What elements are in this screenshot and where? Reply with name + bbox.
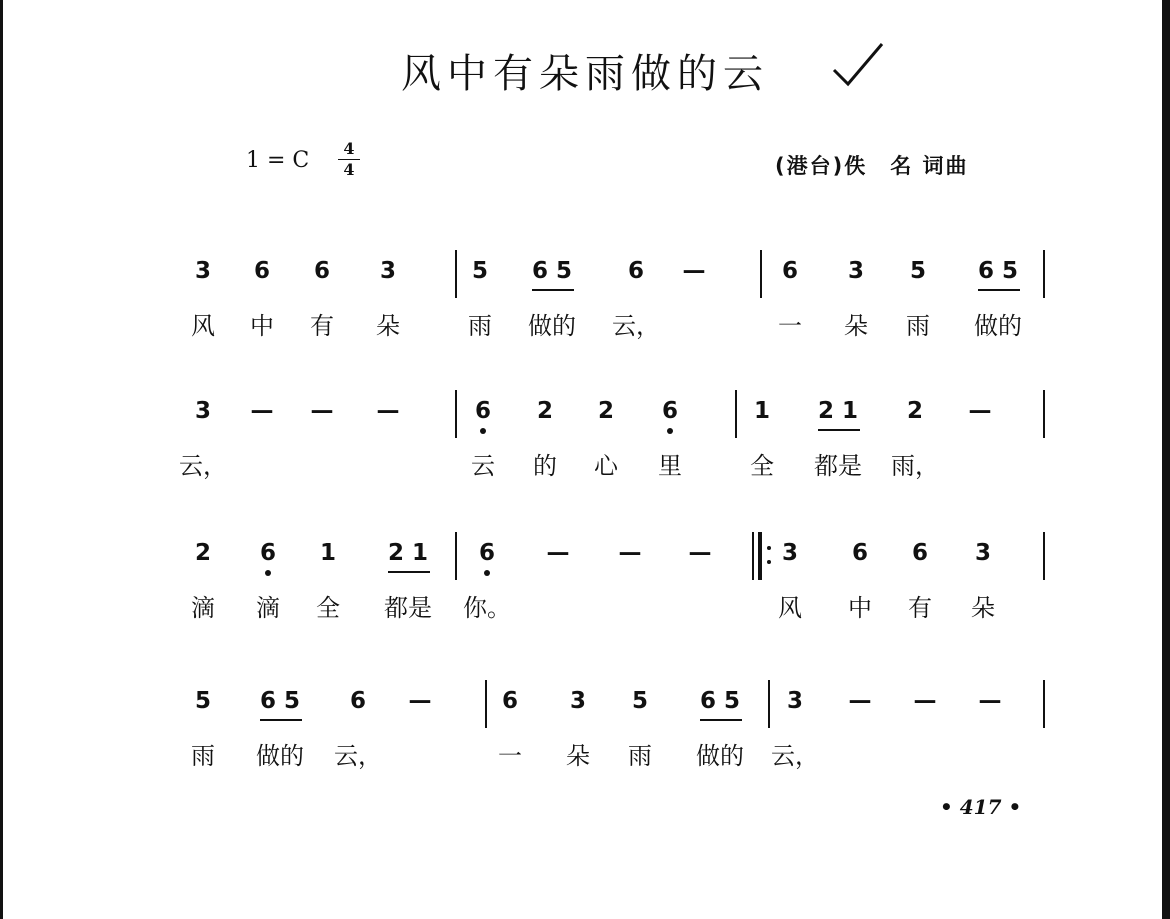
lyric: 全 xyxy=(316,594,340,622)
bar-line xyxy=(1043,680,1045,728)
dash-note: — xyxy=(978,688,1002,714)
lyric: 风 xyxy=(191,312,215,340)
underline-beam xyxy=(532,289,574,291)
dash-note: — xyxy=(848,688,872,714)
underline-beam xyxy=(818,429,860,431)
lyric: 滴 xyxy=(256,594,280,622)
lower-octave-dot xyxy=(265,570,271,576)
lyric: 有 xyxy=(908,594,932,622)
note: 6 xyxy=(661,398,679,424)
note: 1 xyxy=(319,540,337,566)
note: 3 xyxy=(847,258,865,284)
bar-line xyxy=(735,390,737,438)
lyric: 雨， xyxy=(891,452,939,480)
score-system-1 xyxy=(0,258,1170,368)
bar-line xyxy=(1043,250,1045,298)
dash-note: — xyxy=(682,258,706,284)
note: 2 xyxy=(536,398,554,424)
bar-line xyxy=(760,250,762,298)
lyric: 朵 xyxy=(971,594,995,622)
note: 6 xyxy=(259,540,277,566)
dash-note: — xyxy=(310,398,334,424)
bar-line xyxy=(455,250,457,298)
score-system-3 xyxy=(0,540,1170,650)
key-signature: 1 = C xyxy=(246,148,310,173)
note: 6 xyxy=(851,540,869,566)
note: 3 xyxy=(569,688,587,714)
note: 6 5 xyxy=(699,688,741,714)
note: 6 xyxy=(781,258,799,284)
lower-octave-dot xyxy=(484,570,490,576)
lower-octave-dot xyxy=(480,428,486,434)
lyric: 雨 xyxy=(906,312,930,340)
lyric: 雨 xyxy=(191,742,215,770)
bar-line xyxy=(768,680,770,728)
dash-note: — xyxy=(968,398,992,424)
lyric: 一 xyxy=(778,312,802,340)
repeat-bar-line xyxy=(758,532,762,580)
lyric: 里 xyxy=(658,452,682,480)
lyric: 都是 xyxy=(384,594,432,622)
dash-note: — xyxy=(618,540,642,566)
lyric: 一 xyxy=(498,742,522,770)
lyric: 你。 xyxy=(463,594,511,622)
lyric: 做的 xyxy=(696,742,744,770)
note: 1 xyxy=(753,398,771,424)
underline-beam xyxy=(978,289,1020,291)
lower-octave-dot xyxy=(667,428,673,434)
score-system-4 xyxy=(0,688,1170,798)
dash-note: — xyxy=(376,398,400,424)
lyric: 云， xyxy=(179,452,227,480)
dash-note: — xyxy=(913,688,937,714)
bar-line xyxy=(485,680,487,728)
bar-line xyxy=(1043,532,1045,580)
dash-note: — xyxy=(250,398,274,424)
bar-line xyxy=(455,532,457,580)
time-signature xyxy=(338,140,360,179)
note: 3 xyxy=(781,540,799,566)
lyric: 心 xyxy=(594,452,618,480)
repeat-dot xyxy=(767,560,771,564)
dash-note: — xyxy=(408,688,432,714)
lyric: 做的 xyxy=(528,312,576,340)
lyric: 云， xyxy=(612,312,660,340)
lyric: 的 xyxy=(533,452,557,480)
underline-beam xyxy=(388,571,430,573)
note: 6 xyxy=(627,258,645,284)
page-number: • 417 • xyxy=(940,795,1022,819)
note: 6 xyxy=(313,258,331,284)
lyric: 中 xyxy=(250,312,274,340)
note: 3 xyxy=(786,688,804,714)
dash-note: — xyxy=(546,540,570,566)
lyric: 全 xyxy=(750,452,774,480)
lyric: 做的 xyxy=(256,742,304,770)
note: 6 xyxy=(349,688,367,714)
note: 6 5 xyxy=(259,688,301,714)
note: 6 5 xyxy=(977,258,1019,284)
note: 5 xyxy=(194,688,212,714)
note: 2 xyxy=(906,398,924,424)
note: 5 xyxy=(909,258,927,284)
note: 2 xyxy=(597,398,615,424)
lyric: 云， xyxy=(334,742,382,770)
lyric: 朵 xyxy=(566,742,590,770)
note: 6 xyxy=(253,258,271,284)
checkmark-icon xyxy=(830,40,885,90)
lyric: 云， xyxy=(771,742,819,770)
time-signature-denominator: 4 xyxy=(343,160,355,179)
bar-line xyxy=(1043,390,1045,438)
note: 6 xyxy=(501,688,519,714)
note: 3 xyxy=(194,258,212,284)
note: 2 xyxy=(194,540,212,566)
note: 5 xyxy=(631,688,649,714)
underline-beam xyxy=(700,719,742,721)
note: 6 xyxy=(474,398,492,424)
time-signature-numerator: 4 xyxy=(343,139,355,158)
lyric: 朵 xyxy=(376,312,400,340)
note: 6 xyxy=(911,540,929,566)
lyric: 中 xyxy=(848,594,872,622)
note: 3 xyxy=(379,258,397,284)
lyric: 风 xyxy=(778,594,802,622)
lyric: 做的 xyxy=(974,312,1022,340)
lyric: 都是 xyxy=(814,452,862,480)
bar-line xyxy=(752,532,754,580)
lyric: 雨 xyxy=(628,742,652,770)
repeat-dot xyxy=(767,546,771,550)
underline-beam xyxy=(260,719,302,721)
note: 2 1 xyxy=(817,398,859,424)
lyric: 雨 xyxy=(468,312,492,340)
song-title: 风中有朵雨做的云 xyxy=(401,51,769,97)
note: 5 xyxy=(471,258,489,284)
note: 6 5 xyxy=(531,258,573,284)
note: 2 1 xyxy=(387,540,429,566)
bar-line xyxy=(455,390,457,438)
lyric: 滴 xyxy=(191,594,215,622)
note: 3 xyxy=(974,540,992,566)
dash-note: — xyxy=(688,540,712,566)
note: 6 xyxy=(478,540,496,566)
note: 3 xyxy=(194,398,212,424)
lyric: 有 xyxy=(310,312,334,340)
lyric: 云 xyxy=(471,452,495,480)
lyric: 朵 xyxy=(844,312,868,340)
composer-credit: (港台)佚 名 词曲 xyxy=(775,154,969,178)
score-system-2 xyxy=(0,398,1170,508)
